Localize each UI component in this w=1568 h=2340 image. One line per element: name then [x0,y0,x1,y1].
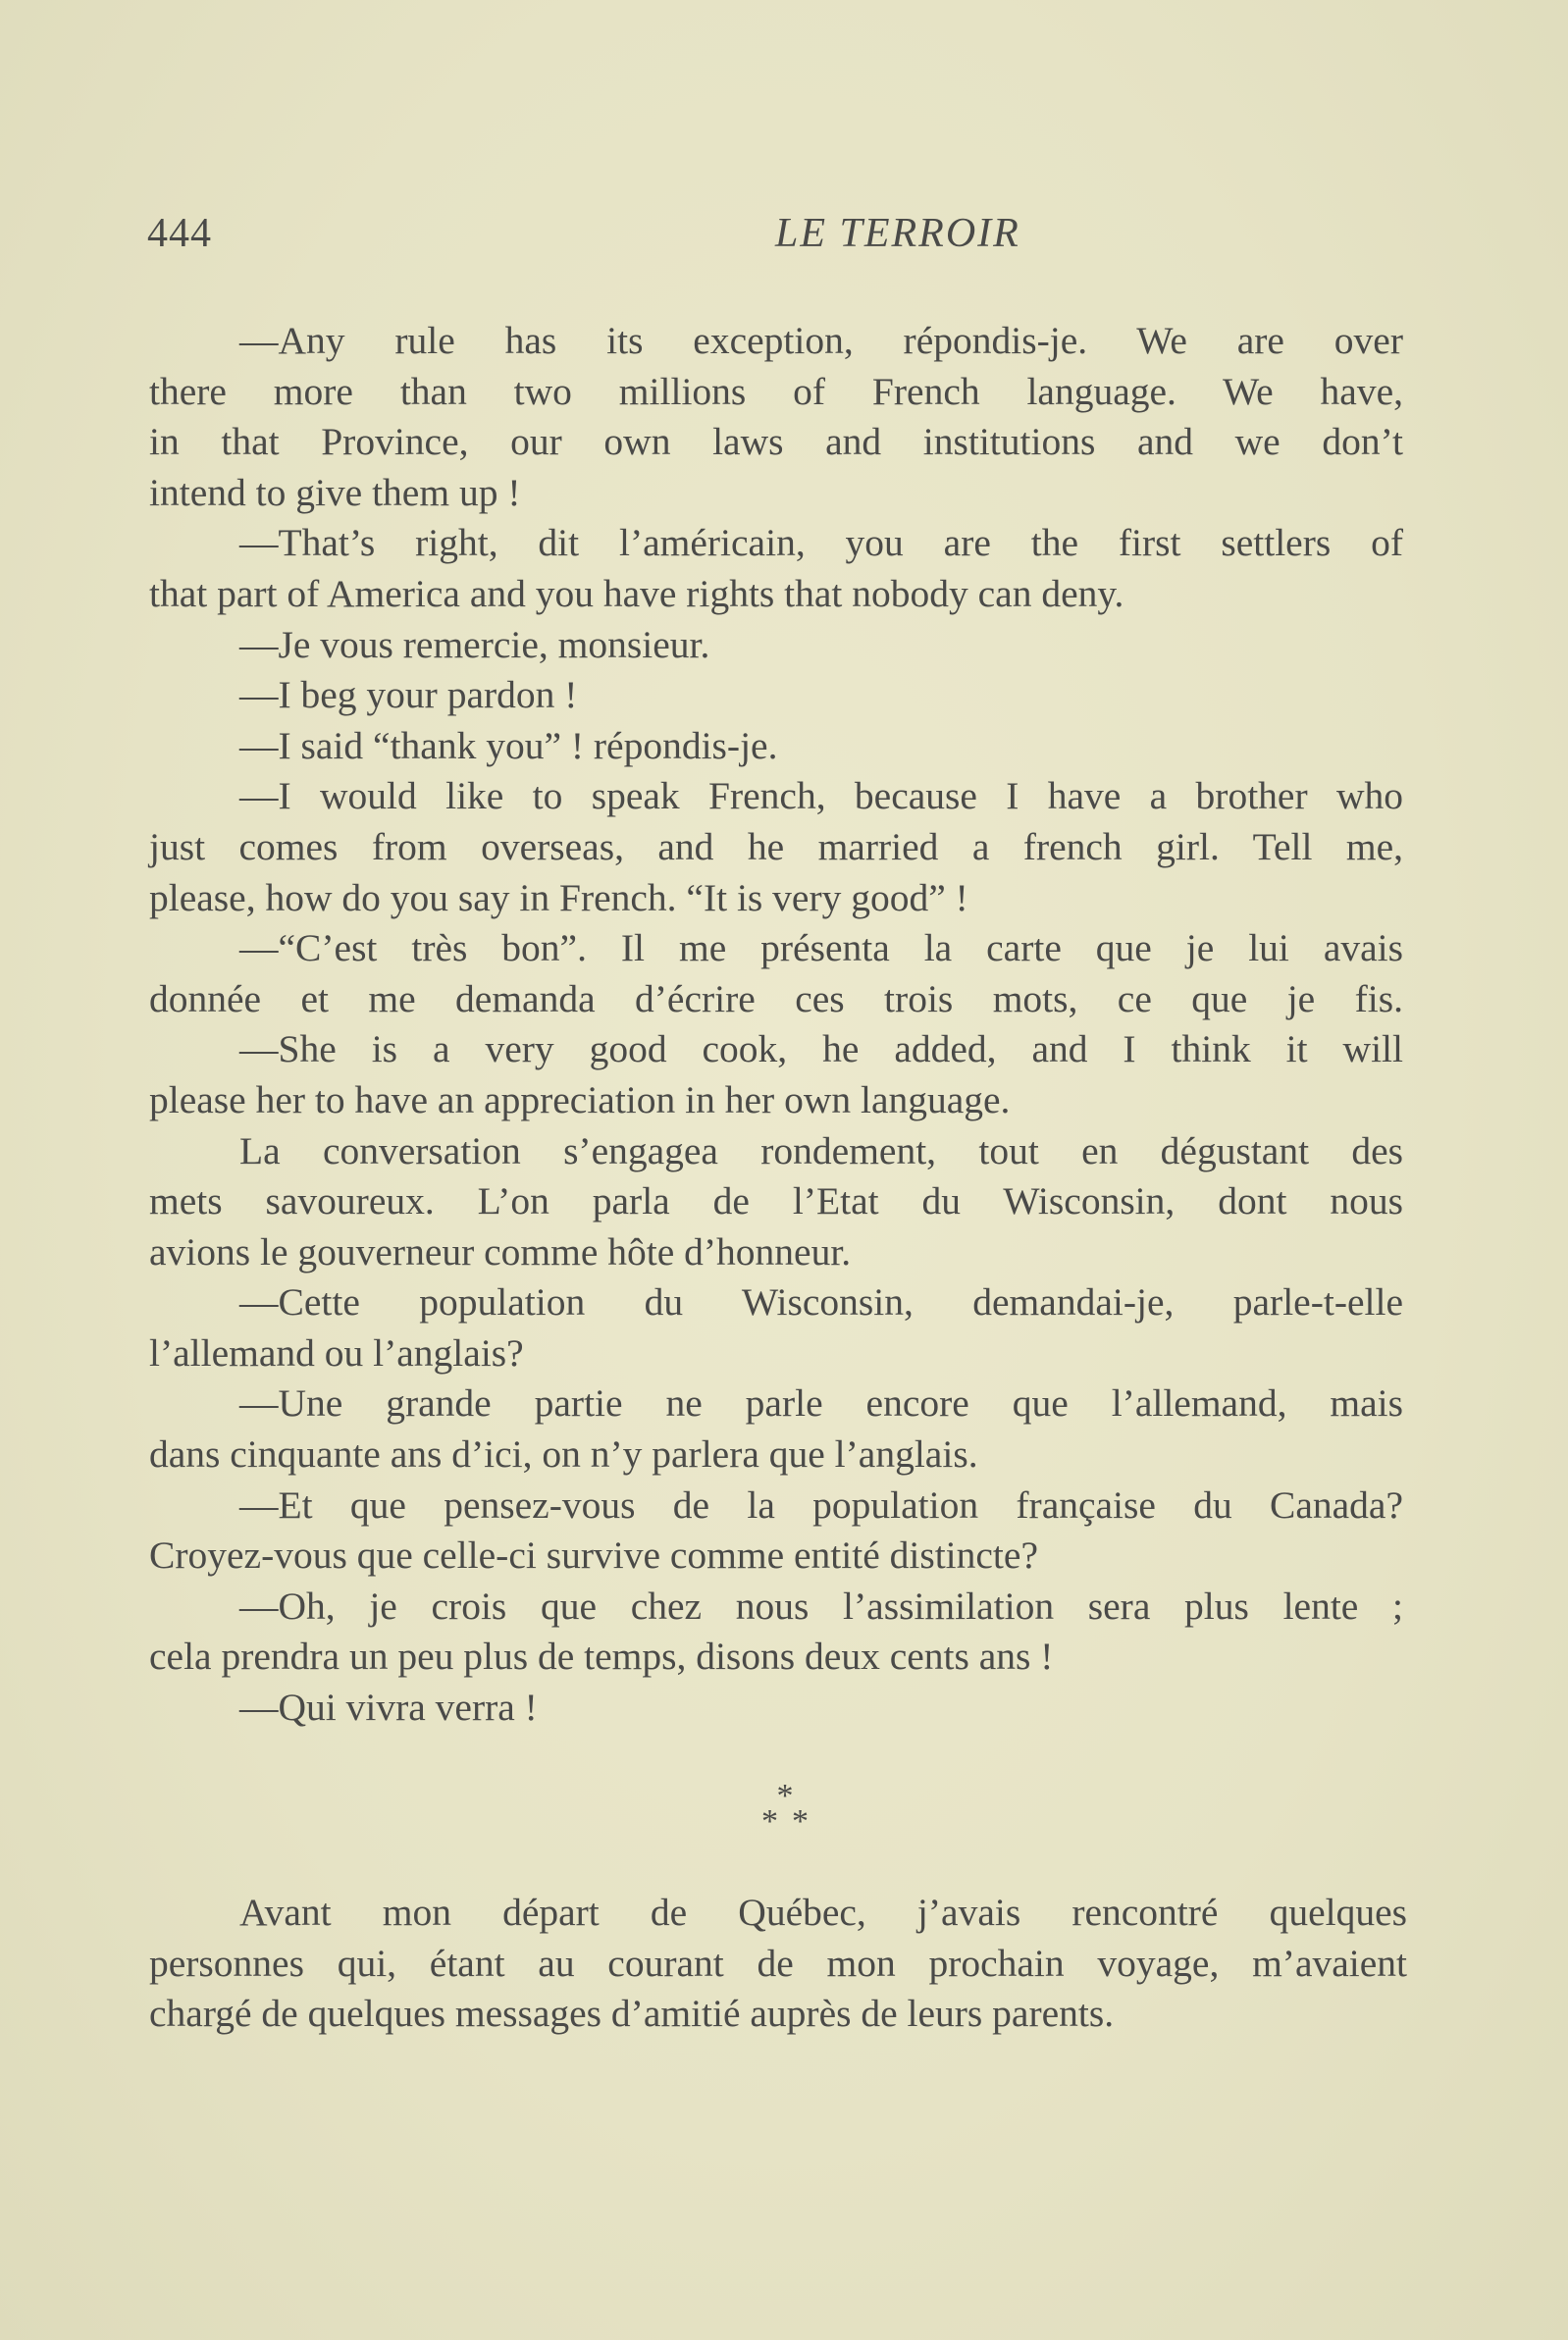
text-line: —Une grande partie ne parle encore que l’allemand, mais [239,1381,1403,1426]
text-line: dans cinquante ans d’ici, on n’y parlera que l’anglais. [149,1432,978,1477]
text-line: chargé de quelques messages d’amitié auprès de leurs parents. [149,1992,1115,2036]
text-line: personnes qui, étant au courant de mon prochain voyage, m’avaient [149,1941,1407,1985]
text-line: just comes from overseas, and he married a french girl. Tell me, [149,824,1403,868]
text-line: Croyez-vous que celle-ci survive comme entité distincte? [149,1534,1038,1578]
text-line: intend to give them up ! [149,470,521,514]
text-line: Avant mon départ de Québec, j’avais rencontré quelques [239,1891,1407,1934]
text-line: avions le gouverneur comme hôte d’honneur. [149,1229,852,1274]
text-line: —Cette population du Wisconsin, demandai-je, parle-t-elle [239,1280,1403,1325]
text-line: please her to have an appreciation in her own language. [149,1077,1011,1121]
page-number: 444 [147,211,212,256]
body-text-continued [149,1888,1407,2040]
text-line: —I would like to speak French, because I have a brother who [239,774,1403,818]
separator-asterisk-top: * [776,1778,794,1814]
text-line: La conversation s’engagea rondement, tout en dégustant des [239,1128,1403,1172]
body-text [149,316,1403,1734]
text-line: in that Province, our own laws and institutions and we don’t [149,420,1403,464]
text-line: donnée et me demanda d’écrire ces trois mots, ce que je fis. [149,976,1403,1020]
text-line: —“C’est très bon”. Il me présenta la carte que je lui avais [239,926,1403,970]
text-line: —Oh, je crois que chez nous l’assimilation sera plus lente ; [239,1584,1403,1628]
text-line: that part of America and you have rights that nobody can deny. [149,571,1124,615]
running-title: LE TERROIR [775,211,1020,256]
page-header [147,210,1403,269]
text-line: cela prendra un peu plus de temps, disons deux cents ans ! [149,1635,1054,1679]
section-separator [746,1778,824,1843]
text-line: please, how do you say in French. “It is very good” ! [149,875,968,919]
text-line: there more than two millions of French language. We have, [149,369,1403,413]
text-line: —That’s right, dit l’américain, you are the first settlers of [239,521,1403,565]
separator-asterisks-bottom: ** [761,1803,822,1840]
text-line: —Je vous remercie, monsieur. [239,622,710,666]
text-line: —I said “thank you” ! répondis-je. [239,723,778,767]
text-line: —Any rule has its exception, répondis-je. We are over [239,319,1403,362]
text-line: mets savoureux. L’on parla de l’Etat du Wisconsin, dont nous [149,1179,1403,1223]
text-line: —I beg your pardon ! [239,673,578,717]
text-line: —Et que pensez-vous de la population française du Canada? [239,1482,1403,1527]
text-line: l’allemand ou l’anglais? [149,1330,524,1375]
text-line: —She is a very good cook, he added, and I think it will [239,1027,1403,1071]
text-line: —Qui vivra verra ! [239,1686,538,1730]
